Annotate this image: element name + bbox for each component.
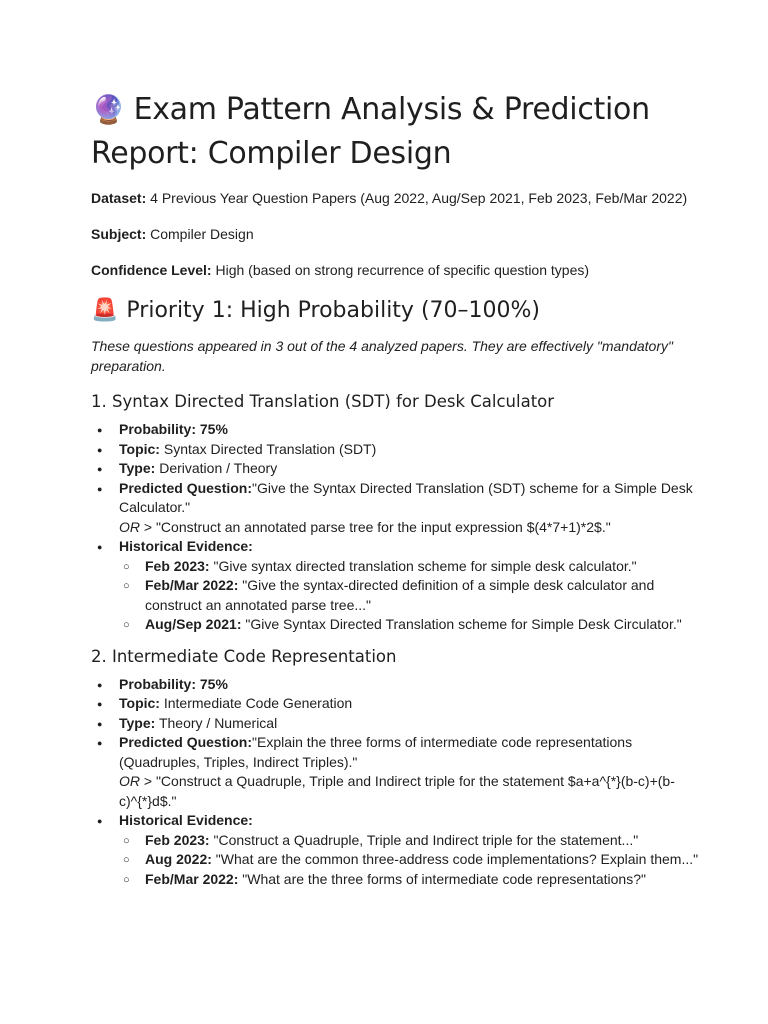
list-item-predicted-question	[119, 733, 708, 811]
type-label: Type:	[119, 714, 156, 731]
evidence-text: "What are the three forms of intermediate code representations?"	[238, 870, 646, 887]
page-title-text: Exam Pattern Analysis & Prediction Report: Compiler Design	[91, 92, 650, 171]
topic-value: Syntax Directed Translation (SDT)	[159, 440, 377, 457]
evidence-text: "Give syntax directed translation scheme for simple desk calculator."	[209, 557, 637, 574]
evidence-item	[145, 615, 708, 635]
section-details-list	[91, 675, 708, 890]
list-item-topic	[119, 694, 708, 714]
list-item-evidence	[119, 811, 708, 889]
section-heading: 2. Intermediate Code Representation	[91, 646, 397, 666]
predicted-question-label: Predicted Question:	[119, 734, 253, 750]
or-text: > "Construct an annotated parse tree for the input expression $(4*7+1)*2$."	[140, 518, 611, 535]
list-item-evidence	[119, 537, 708, 635]
evidence-list	[119, 831, 708, 890]
list-item-probability	[119, 420, 708, 440]
meta-dataset-label: Dataset:	[91, 190, 147, 206]
evidence-label: Historical Evidence:	[119, 812, 253, 828]
probability-text: Probability: 75%	[119, 421, 228, 437]
type-value: Derivation / Theory	[155, 460, 278, 476]
priority-heading-text: Priority 1: High Probability (70–100%)	[126, 298, 541, 323]
evidence-text: "Give the syntax-directed definition of a simple desk calculator and construct an annotated parse tree..."	[145, 577, 655, 613]
evidence-text: "Construct a Quadruple, Triple and Indirect triple for the statement..."	[209, 831, 639, 848]
meta-dataset	[91, 188, 708, 208]
evidence-item	[145, 557, 708, 577]
evidence-item	[145, 870, 708, 890]
evidence-text: "Give Syntax Directed Translation scheme for Simple Desk Circulator."	[241, 616, 682, 632]
meta-confidence-value: High (based on strong recurrence of specific question types)	[211, 262, 590, 278]
meta-dataset-value: 4 Previous Year Question Papers (Aug 2022, Aug/Sep 2021, Feb 2023, Feb/Mar 2022)	[146, 190, 688, 206]
meta-subject-value: Compiler Design	[146, 226, 254, 242]
meta-confidence	[91, 260, 708, 280]
evidence-label: Historical Evidence:	[119, 538, 253, 554]
meta-subject-label: Subject:	[91, 226, 147, 242]
list-item-type	[119, 459, 708, 479]
predicted-question-text: "Give the Syntax Directed Translation (SDT) scheme for a Simple Desk Calculator."	[119, 479, 693, 515]
type-value: Theory / Numerical	[155, 714, 278, 731]
evidence-date: Feb/Mar 2022:	[145, 870, 239, 887]
priority-intro: These questions appeared in 3 out of the 4 analyzed papers. They are effectively "mandatory" preparation.	[91, 338, 673, 374]
evidence-text: "What are the common three-address code implementations? Explain them..."	[211, 851, 699, 867]
type-label: Type:	[119, 460, 156, 476]
predicted-question-text: "Explain the three forms of intermediate code representations (Quadruples, Triples, Indirect Triples)."	[119, 734, 633, 770]
evidence-date: Feb 2023:	[145, 831, 210, 848]
topic-label: Topic:	[119, 440, 160, 457]
crystal-ball-icon: 🔮	[91, 93, 126, 126]
meta-subject	[91, 224, 708, 244]
predicted-question-label: Predicted Question:	[119, 479, 253, 496]
evidence-item	[145, 850, 708, 870]
evidence-date: Aug/Sep 2021:	[145, 616, 242, 632]
probability-text: Probability: 75%	[119, 675, 228, 692]
list-item-topic	[119, 440, 708, 460]
list-item-probability	[119, 675, 708, 695]
siren-icon: 🚨	[91, 298, 119, 323]
or-text: > "Construct a Quadruple, Triple and Indirect triple for the statement $a+a^{*}(b-c)+(b-c)^{*}d$."	[119, 773, 675, 809]
priority-heading	[91, 296, 708, 326]
meta-confidence-label: Confidence Level:	[91, 262, 212, 278]
or-label: OR	[119, 773, 140, 789]
evidence-date: Feb 2023:	[145, 557, 210, 574]
list-item-predicted-question	[119, 479, 708, 538]
topic-label: Topic:	[119, 695, 160, 711]
evidence-list	[119, 557, 708, 635]
evidence-date: Feb/Mar 2022:	[145, 577, 239, 593]
evidence-date: Aug 2022:	[145, 851, 212, 867]
page-title	[91, 88, 708, 176]
evidence-item	[145, 831, 708, 851]
section-details-list	[91, 420, 708, 635]
or-label: OR	[119, 518, 140, 535]
evidence-item	[145, 576, 708, 615]
topic-value: Intermediate Code Generation	[159, 695, 353, 711]
section-heading: 1. Syntax Directed Translation (SDT) for Desk Calculator	[91, 392, 555, 411]
list-item-type	[119, 714, 708, 734]
